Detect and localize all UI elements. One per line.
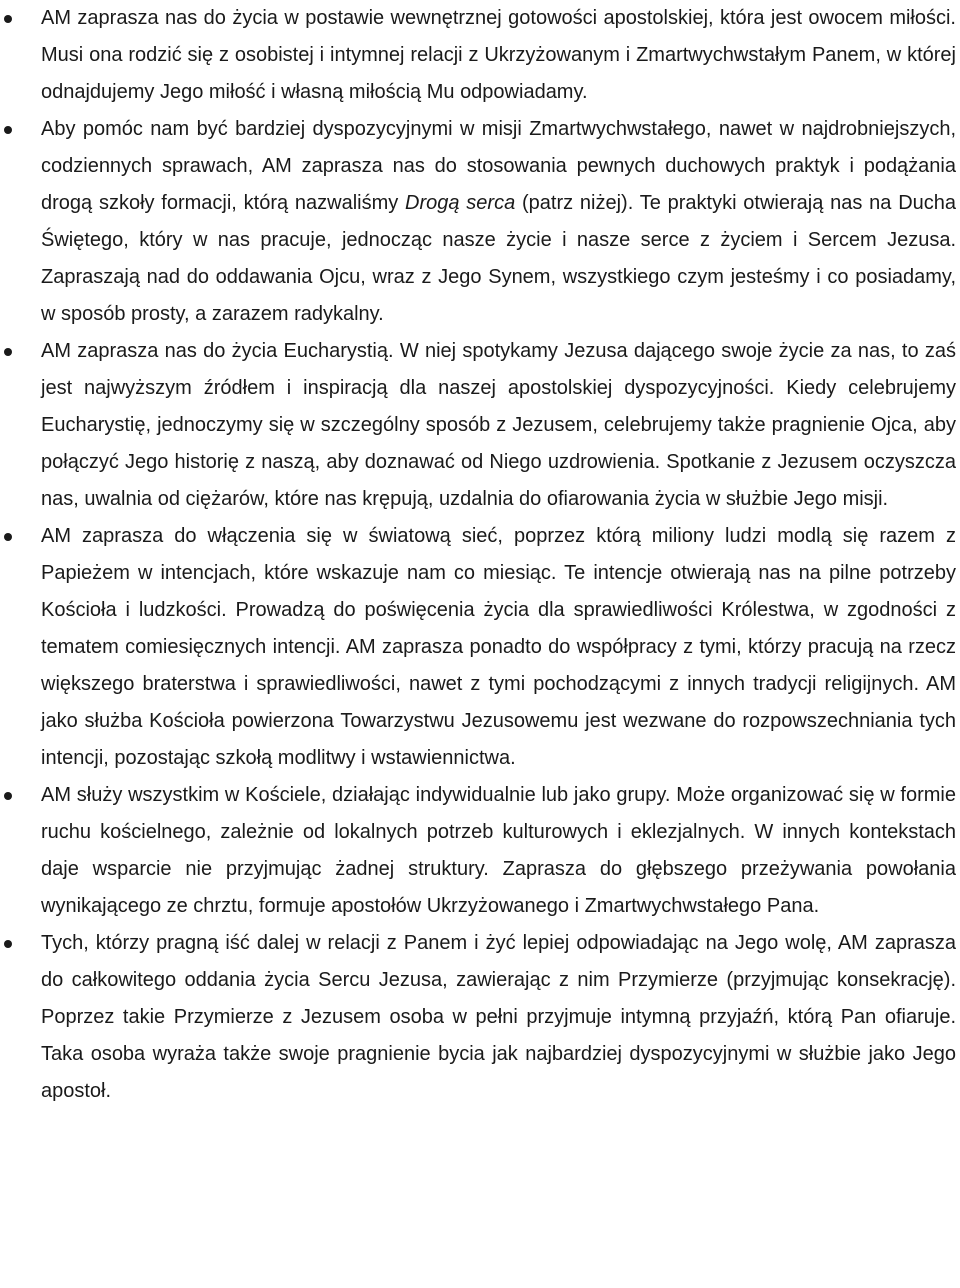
paragraph-text: AM służy wszystkim w Kościele, działając indywidualnie lub jako grupy. Może organizować się w formie ruchu kościelnego, zależnie od lokalnych potrzeb kulturowych i eklezjalnych. W innych kontekstach daje wsparcie nie przyjmując żadnej struktury. Zaprasza do głębszego przeżywania powołania wynikającego ze chrztu, formuje apostołów Ukrzyżowanego i Zmartwychwstałego Pana. (41, 784, 956, 917)
list-item (0, 111, 960, 333)
bullet-icon (4, 15, 12, 23)
list-item (0, 0, 960, 111)
paragraph-text: Tych, którzy pragną iść dalej w relacji z Panem i żyć lepiej odpowiadając na Jego wolę, AM zaprasza do całkowitego oddania życia Sercu Jezusa, zawierając z nim Przymierze (przyjmując konsekrację). Poprzez takie Przymierze z Jezusem osoba w pełni przyjmuje intymną przyjaźń, którą Pan ofiaruje. Taka osoba wyraża także swoje pragnienie bycia jak najbardziej dyspozycyjnymi w służbie jako Jego apostoł. (41, 932, 956, 1102)
list-item (0, 333, 960, 518)
bullet-icon (4, 792, 12, 800)
bullet-icon (4, 348, 12, 356)
emphasis-text: Drogą serca (405, 192, 516, 214)
list-item (0, 777, 960, 925)
paragraph-text: AM zaprasza nas do życia w postawie wewnętrznej gotowości apostolskiej, która jest owocem miłości. Musi ona rodzić się z osobistej i intymnej relacji z Ukrzyżowanym i Zmartwychwstałym Panem, w której odnajdujemy Jego miłość i własną miłością Mu odpowiadamy. (41, 7, 956, 103)
paragraph-text: AM zaprasza nas do życia Eucharystią. W niej spotykamy Jezusa dającego swoje życie za nas, to zaś jest najwyższym źródłem i inspiracją dla naszej apostolskiej dyspozycyjności. Kiedy celebrujemy Eucharystię, jednoczymy się w szczególny sposób z Jezusem, celebrujemy także pragnienie Ojca, aby połączyć Jego historię z naszą, aby doznawać od Niego uzdrowienia. Spotkanie z Jezusem oczyszcza nas, uwalnia od ciężarów, które nas krępują, uzdalnia do ofiarowania życia w służbie Jego misji. (41, 340, 956, 510)
list-item (0, 925, 960, 1110)
bullet-icon (4, 126, 12, 134)
paragraph-text: (patrz niżej). Te praktyki otwierają nas na Ducha Świętego, który w nas pracuje, jednocząc nasze życie i nasze serce z życiem i Sercem Jezusa. Zapraszają nad do oddawania Ojcu, wraz z Jego Synem, wszystkiego czym jesteśmy i co posiadamy, w sposób prosty, a zarazem radykalny. (41, 192, 957, 325)
bullet-icon (4, 940, 12, 948)
paragraph-text: Aby pomóc nam być bardziej dyspozycyjnymi w misji Zmartwychwstałego, nawet w najdrobniejszych, codziennych sprawach, AM zaprasza nas do stosowania pewnych duchowych praktyk i podążania drogą szkoły formacji, którą nazwaliśmy (41, 118, 956, 214)
paragraph-text: AM zaprasza do włączenia się w światową sieć, poprzez którą miliony ludzi modlą się razem z Papieżem w intencjach, które wskazuje nam co miesiąc. Te intencje otwierają nas na pilne potrzeby Kościoła i ludzkości. Prowadzą do poświęcenia życia dla sprawiedliwości Królestwa, w zgodności z tematem comiesięcznych intencji. AM zaprasza ponadto do współpracy z tymi, którzy pracują na rzecz większego braterstwa i sprawiedliwości, nawet z tymi pochodzącymi z innych tradycji religijnych. AM jako służba Kościoła powierzona Towarzystwu Jezusowemu jest wezwane do rozpowszechniania tych intencji, pozostając szkołą modlitwy i wstawiennictwa. (41, 525, 956, 769)
list-item (0, 518, 960, 777)
bullet-icon (4, 533, 12, 541)
